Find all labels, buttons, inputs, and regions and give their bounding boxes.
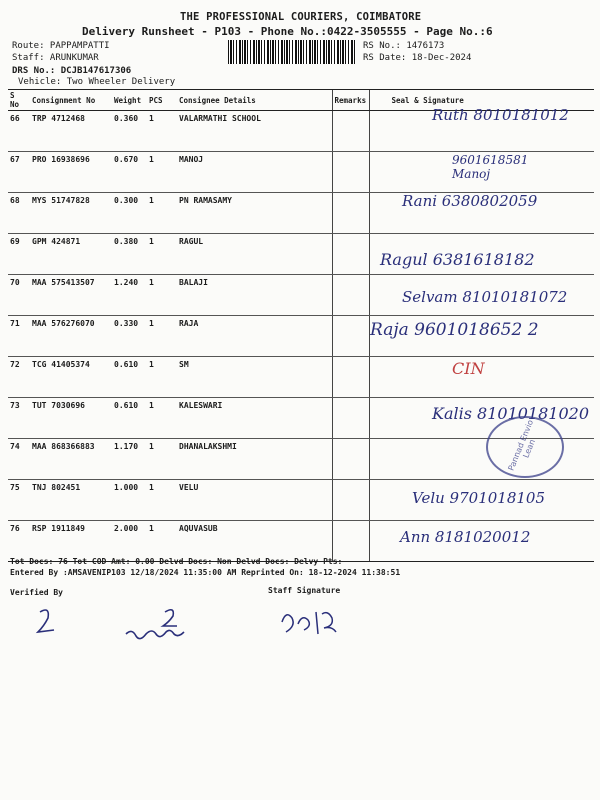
cell-consignment: GPM 424871 xyxy=(30,234,112,275)
col-consignee: Consignee Details xyxy=(177,90,332,111)
cell-pcs: 1 xyxy=(147,521,177,562)
staff-signature-mark xyxy=(276,604,346,636)
cell-remarks xyxy=(332,439,369,480)
cell-consignee: MANOJ xyxy=(177,152,332,193)
signature-row-67: 9601618581 Manoj xyxy=(452,153,529,181)
cell-remarks xyxy=(332,398,369,439)
cell-sno: 70 xyxy=(8,275,30,316)
verified-by-signature xyxy=(30,600,230,650)
drs-number: DRS No.: DCJB147617306 xyxy=(12,66,132,76)
cell-pcs: 1 xyxy=(147,152,177,193)
cell-pcs: 1 xyxy=(147,193,177,234)
cell-pcs: 1 xyxy=(147,111,177,152)
col-weight: Weight xyxy=(112,90,147,111)
cell-consignment: TNJ 802451 xyxy=(30,480,112,521)
cell-weight: 0.610 xyxy=(112,398,147,439)
cell-weight: 1.000 xyxy=(112,480,147,521)
cell-weight: 0.360 xyxy=(112,111,147,152)
cell-weight: 0.610 xyxy=(112,357,147,398)
cell-consignment: MYS 51747828 xyxy=(30,193,112,234)
col-remarks: Remarks xyxy=(332,90,369,111)
signature-row-72: CIN xyxy=(452,359,485,378)
cell-sno: 67 xyxy=(8,152,30,193)
rs-date: RS Date: 18-Dec-2024 xyxy=(363,53,472,63)
cell-consignment: MAA 576276070 xyxy=(30,316,112,357)
cell-consignee: SM xyxy=(177,357,332,398)
signature-row-75: Velu 9701018105 xyxy=(412,489,545,507)
staff-label: Staff: ARUNKUMAR xyxy=(12,53,99,63)
signature-row-68: Rani 6380802059 xyxy=(402,192,538,210)
signature-row-71: Raja 9601018652 2 xyxy=(370,320,539,340)
barcode xyxy=(228,40,356,64)
cell-weight: 0.300 xyxy=(112,193,147,234)
route-label: Route: PAPPAMPATTI xyxy=(12,41,110,51)
cell-weight: 0.330 xyxy=(112,316,147,357)
cell-consignee: PN RAMASAMY xyxy=(177,193,332,234)
cell-sno: 66 xyxy=(8,111,30,152)
cell-pcs: 1 xyxy=(147,316,177,357)
cell-sno: 73 xyxy=(8,398,30,439)
cell-remarks xyxy=(332,152,369,193)
cell-consignee: AQUVASUB xyxy=(177,521,332,562)
staff-signature-label: Staff Signature xyxy=(268,586,341,595)
cell-remarks xyxy=(332,111,369,152)
cell-sno: 68 xyxy=(8,193,30,234)
cell-remarks xyxy=(332,480,369,521)
table-row xyxy=(8,357,594,398)
cell-consignment: MAA 868366883 xyxy=(30,439,112,480)
col-pcs: PCS xyxy=(147,90,177,111)
cell-pcs: 1 xyxy=(147,357,177,398)
cell-sno: 72 xyxy=(8,357,30,398)
cell-weight: 2.000 xyxy=(112,521,147,562)
company-name: THE PROFESSIONAL COURIERS, COIMBATORE xyxy=(180,11,422,23)
cell-consignment: MAA 575413507 xyxy=(30,275,112,316)
cell-pcs: 1 xyxy=(147,398,177,439)
cell-sno: 76 xyxy=(8,521,30,562)
cell-pcs: 1 xyxy=(147,480,177,521)
verified-by-label: Verified By xyxy=(10,588,63,597)
seal-stamp xyxy=(486,416,564,478)
cell-weight: 1.240 xyxy=(112,275,147,316)
cell-consignee: KALESWARI xyxy=(177,398,332,439)
cell-consignee: DHANALAKSHMI xyxy=(177,439,332,480)
cell-pcs: 1 xyxy=(147,234,177,275)
cell-consignment: TUT 7030696 xyxy=(30,398,112,439)
signature-row-69: Ragul 6381618182 xyxy=(380,250,535,269)
cell-consignee: BALAJI xyxy=(177,275,332,316)
entered-by-line: Entered By :AMSAVENIP103 12/18/2024 11:35:00 AM Reprinted On: 18-12-2024 11:38:51 xyxy=(10,568,401,577)
signature-row-70: Selvam 81010181072 xyxy=(402,288,568,306)
cell-consignee: RAGUL xyxy=(177,234,332,275)
cell-consignee: VALARMATHI SCHOOL xyxy=(177,111,332,152)
col-consignment: Consignment No xyxy=(30,90,112,111)
cell-consignee: VELU xyxy=(177,480,332,521)
cell-remarks xyxy=(332,234,369,275)
cell-consignment: RSP 1911849 xyxy=(30,521,112,562)
cell-sno: 71 xyxy=(8,316,30,357)
rs-number: RS No.: 1476173 xyxy=(363,41,445,51)
totals-line: Tot Docs: 76 Tot COD Amt: 0.00 Delvd Docs: Non Delvd Docs: Delvy Pts: xyxy=(10,557,343,566)
cell-consignment: PRO 16938696 xyxy=(30,152,112,193)
signature-row-76: Ann 8181020012 xyxy=(400,528,531,546)
cell-consignment: TRP 4712468 xyxy=(30,111,112,152)
cell-sno: 69 xyxy=(8,234,30,275)
cell-remarks xyxy=(332,521,369,562)
cell-pcs: 1 xyxy=(147,275,177,316)
vehicle-label: Vehicle: Two Wheeler Delivery xyxy=(18,77,176,87)
cell-remarks xyxy=(332,357,369,398)
cell-consignee: RAJA xyxy=(177,316,332,357)
runsheet-title: Delivery Runsheet - P103 - Phone No.:0422-3505555 - Page No.:6 xyxy=(82,25,493,38)
cell-weight: 0.380 xyxy=(112,234,147,275)
cell-weight: 1.170 xyxy=(112,439,147,480)
cell-consignment: TCG 41405374 xyxy=(30,357,112,398)
cell-remarks xyxy=(332,316,369,357)
signature-row-73: Kalis 81010181020 xyxy=(432,404,589,423)
cell-pcs: 1 xyxy=(147,439,177,480)
cell-remarks xyxy=(332,275,369,316)
col-signature: Seal & Signature xyxy=(369,90,594,111)
cell-weight: 0.670 xyxy=(112,152,147,193)
cell-sno: 75 xyxy=(8,480,30,521)
cell-sno: 74 xyxy=(8,439,30,480)
cell-remarks xyxy=(332,193,369,234)
seal-stamp-text: Pannad Envio Lean xyxy=(506,418,537,473)
signature-row-66: Ruth 8010181012 xyxy=(432,106,569,124)
col-sno: S No xyxy=(8,90,30,111)
